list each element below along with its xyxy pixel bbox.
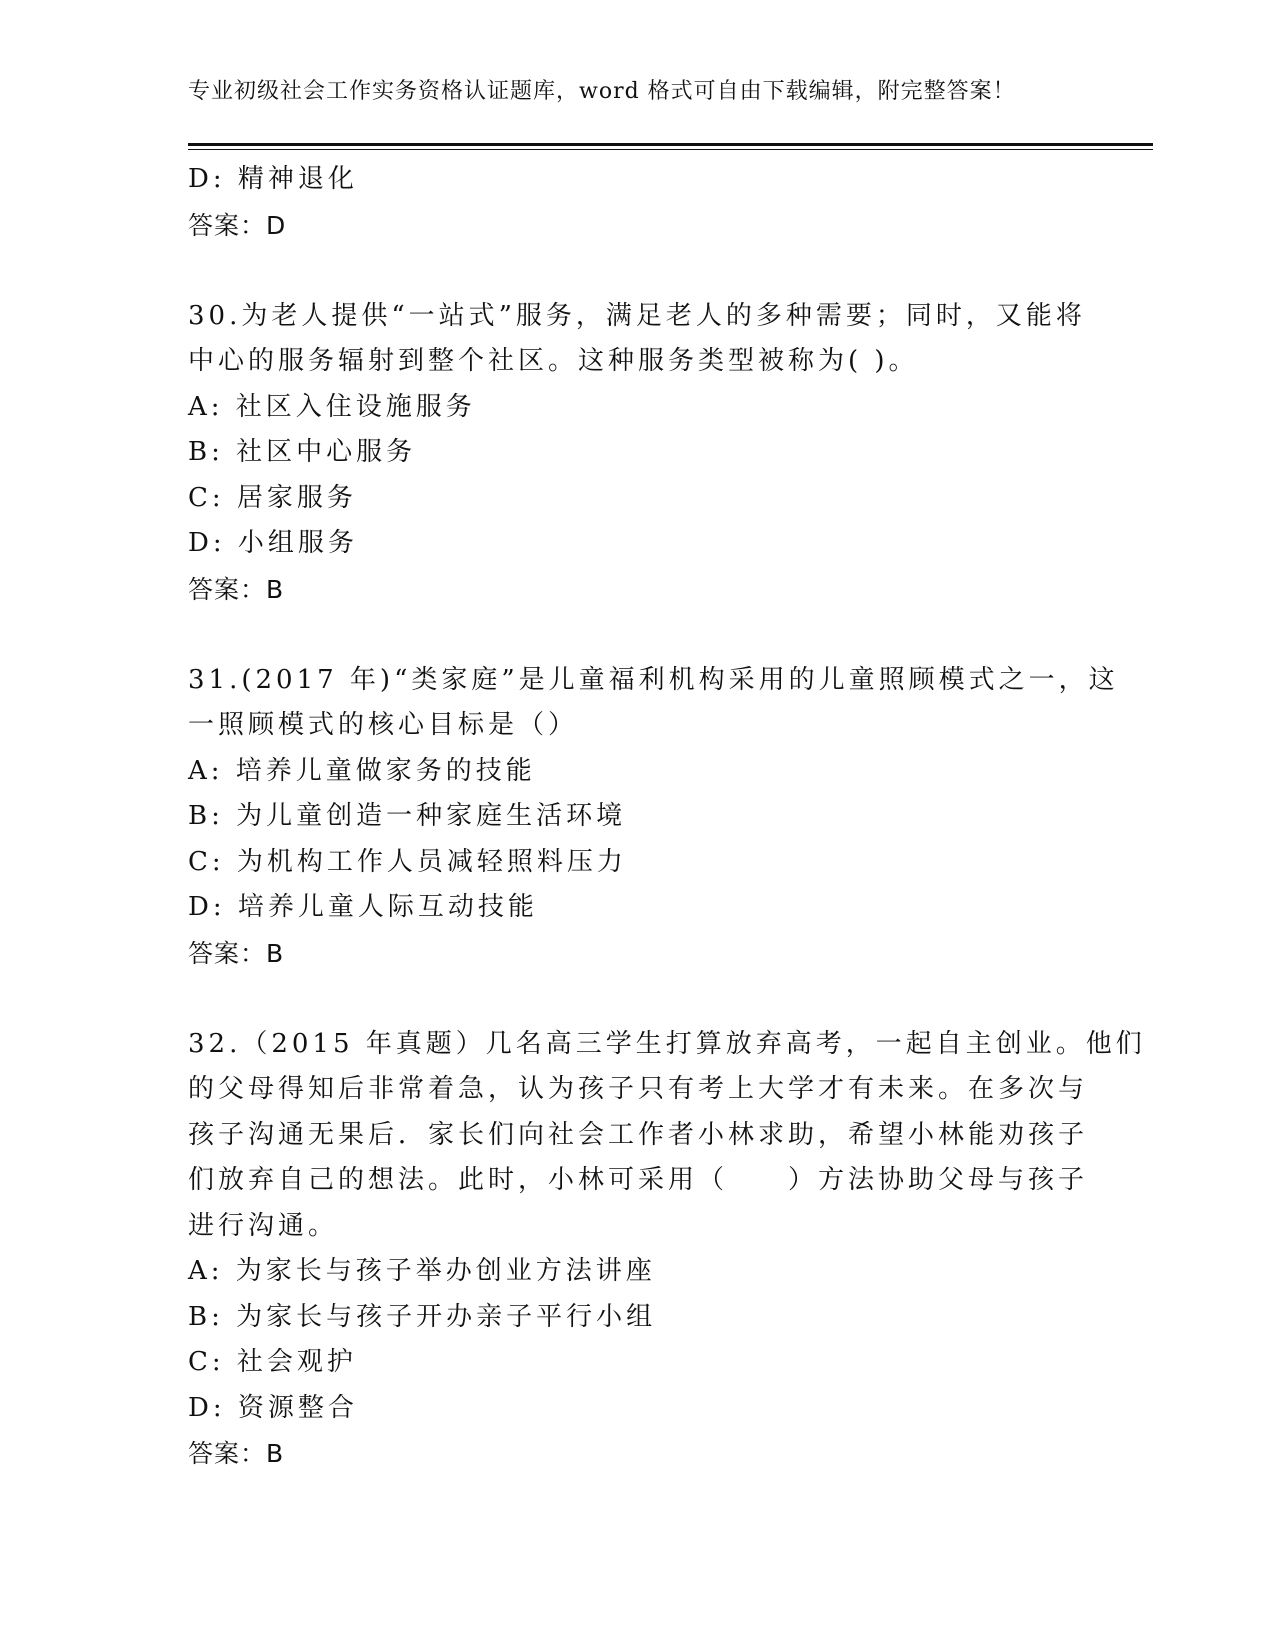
answer: 答案：B: [188, 938, 285, 968]
question-31: [188, 658, 1119, 977]
prev-answer: 答案：D: [188, 210, 287, 240]
option-a: A: 社区入住设施服务: [188, 391, 476, 422]
spacer: [188, 248, 1088, 294]
question-stem-line: 们放弃自己的想法。此时，小林可采用（ ）方法协助父母与孩子: [188, 1165, 1089, 1195]
option-b: B: 为儿童创造一种家庭生活环境: [188, 801, 627, 831]
header-rule-thin: [188, 149, 1153, 150]
page-header: 专业初级社会工作实务资格认证题库，word 格式可自由下载编辑，附完整答案！: [188, 79, 1016, 104]
question-stem-line: 的父母得知后非常着急，认为孩子只有考上大学才有未来。在多次与: [188, 1074, 1089, 1104]
option-b: B: 社区中心服务: [188, 437, 417, 467]
question-stem-line: 孩子沟通无果后．家长们向社会工作者小林求助，希望小林能劝孩子: [188, 1119, 1089, 1150]
question-stem-line: 32.（2015 年真题）几名高三学生打算放弃高考，一起自主创业。他们: [188, 1028, 1146, 1059]
header-rule-thick: [188, 143, 1153, 146]
answer: 答案：B: [188, 574, 285, 604]
question-stem-line: 进行沟通。: [188, 1210, 339, 1241]
option-a: A: 为家长与孩子举办创业方法讲座: [188, 1256, 656, 1286]
question-30: [188, 294, 1088, 613]
option-d: D: 资源整合: [188, 1392, 358, 1423]
answer: 答案：B: [188, 1439, 285, 1468]
prev-option-d: D: 精神退化: [188, 164, 358, 194]
question-stem-line: 30.为老人提供“一站式”服务，满足老人的多种需要；同时，又能将: [188, 300, 1086, 331]
option-b: B: 为家长与孩子开办亲子平行小组: [188, 1301, 657, 1332]
option-d: D: 小组服务: [188, 528, 358, 558]
question-32: [188, 1022, 1146, 1477]
document-body: [188, 157, 1146, 1477]
option-c: C: 社会观护: [188, 1347, 357, 1377]
option-c: C: 居家服务: [188, 482, 357, 513]
question-stem-line: 一照顾模式的核心目标是（）: [188, 710, 579, 740]
question-stem-line: 31.(2017 年)“类家庭”是儿童福利机构采用的儿童照顾模式之一，这: [188, 664, 1119, 695]
option-a: A: 培养儿童做家务的技能: [188, 755, 536, 786]
spacer: [188, 976, 1088, 1022]
spacer: [188, 612, 1088, 658]
question-stem-line: 中心的服务辐射到整个社区。这种服务类型被称为( )。: [188, 346, 919, 376]
option-c: C: 为机构工作人员减轻照料压力: [188, 846, 627, 877]
option-d: D: 培养儿童人际互动技能: [188, 892, 538, 922]
